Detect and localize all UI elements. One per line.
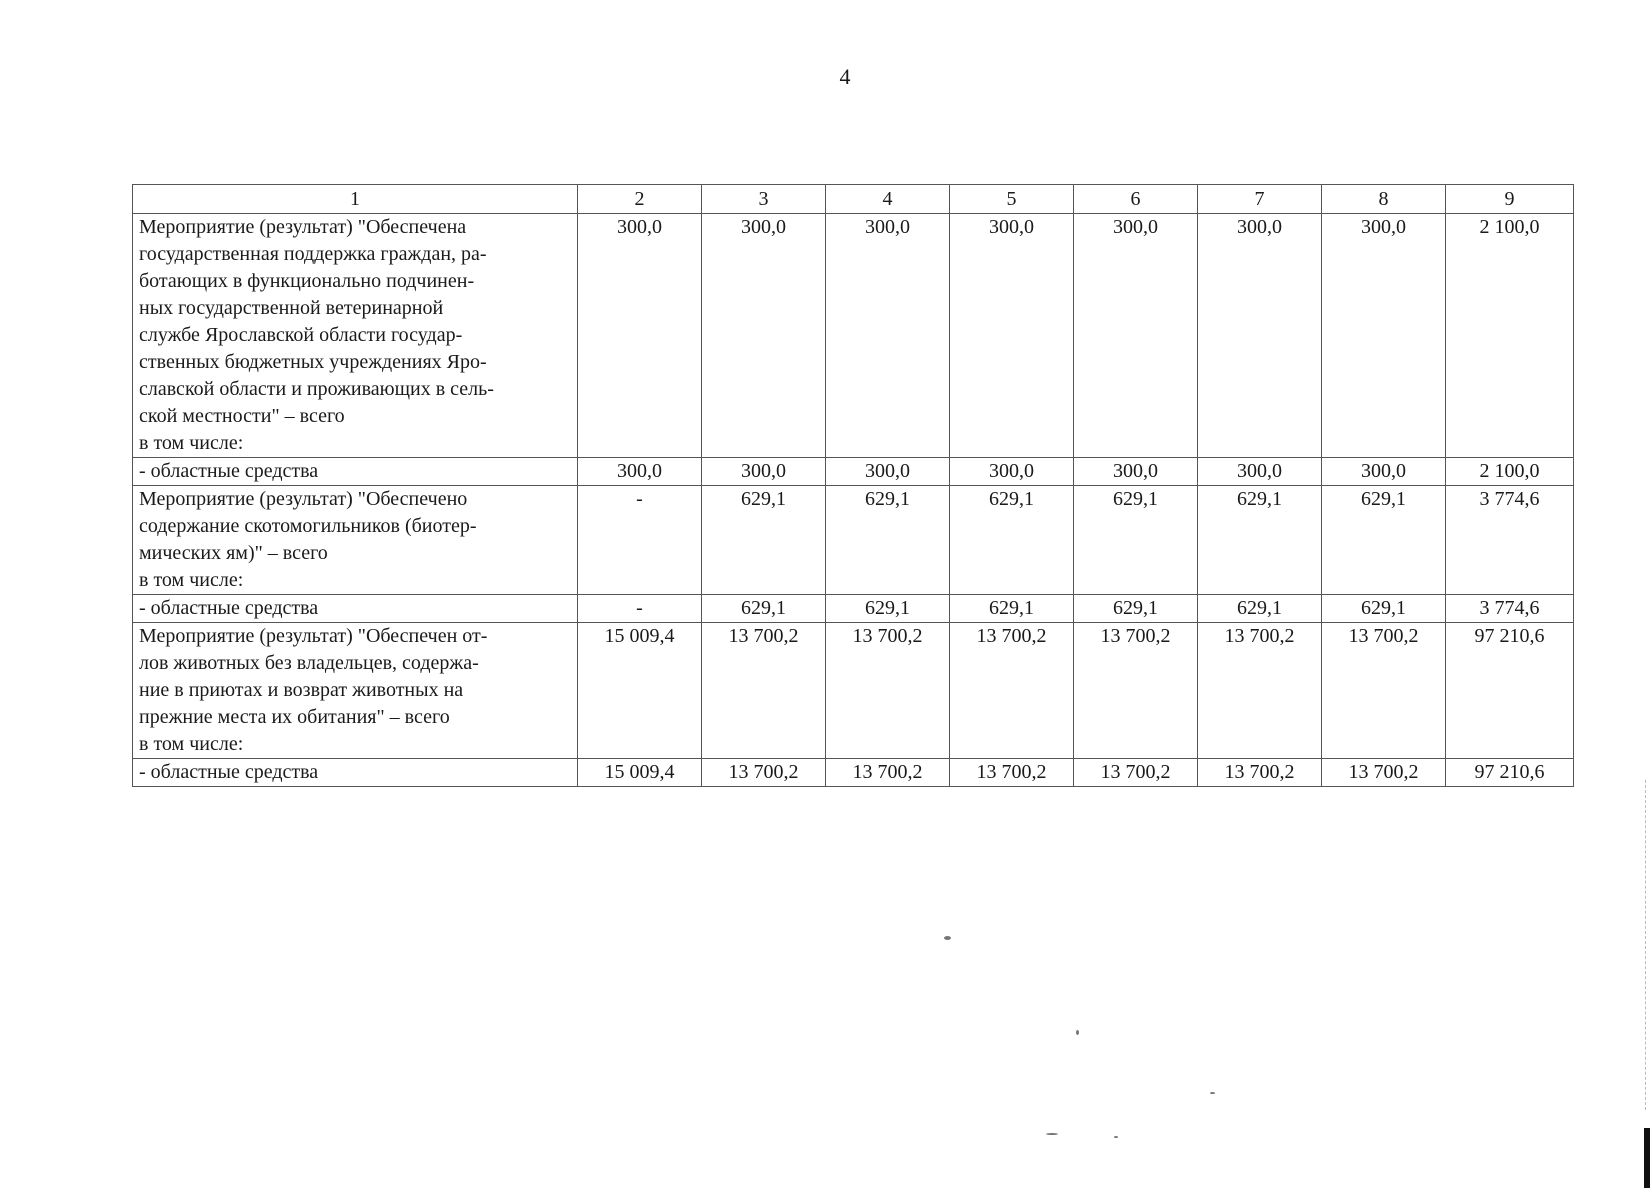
value-cell: 300,0 bbox=[950, 214, 1074, 458]
column-header: 8 bbox=[1322, 185, 1446, 214]
column-header: 4 bbox=[826, 185, 950, 214]
value-cell: 13 700,2 bbox=[1074, 759, 1198, 787]
value-cell: 300,0 bbox=[702, 458, 826, 486]
value-cell: 300,0 bbox=[1074, 458, 1198, 486]
value-cell: 629,1 bbox=[1322, 486, 1446, 595]
description-line: в том числе: bbox=[139, 733, 244, 755]
table-row bbox=[133, 458, 1574, 486]
column-header: 5 bbox=[950, 185, 1074, 214]
column-header: 2 bbox=[578, 185, 702, 214]
total-cell: 3 774,6 bbox=[1446, 595, 1574, 623]
value-cell: 629,1 bbox=[950, 486, 1074, 595]
value-cell: 629,1 bbox=[1074, 595, 1198, 623]
value-cell: 13 700,2 bbox=[702, 759, 826, 787]
table-row bbox=[133, 486, 1574, 595]
column-header: 9 bbox=[1446, 185, 1574, 214]
description-line: ных государственной ветеринарной bbox=[139, 297, 444, 319]
table-header-row bbox=[133, 185, 1574, 214]
column-header: 7 bbox=[1198, 185, 1322, 214]
value-cell: 300,0 bbox=[1322, 214, 1446, 458]
value-cell: 13 700,2 bbox=[1074, 623, 1198, 759]
value-cell: 629,1 bbox=[950, 595, 1074, 623]
description-line: в том числе: bbox=[139, 432, 244, 454]
value-cell: 13 700,2 bbox=[950, 623, 1074, 759]
description-line: Мероприятие (результат) "Обеспечена bbox=[139, 216, 467, 238]
value-cell: 13 700,2 bbox=[826, 759, 950, 787]
table-row bbox=[133, 595, 1574, 623]
description-line: Мероприятие (результат) "Обеспечен от- bbox=[139, 625, 488, 647]
row-description bbox=[133, 214, 578, 458]
row-description bbox=[133, 458, 578, 486]
page-number: 4 bbox=[839, 64, 851, 89]
description-line: - областные средства bbox=[139, 761, 319, 783]
value-cell: 13 700,2 bbox=[1198, 759, 1322, 787]
description-line: ственных бюджетных учреждениях Яро- bbox=[139, 351, 487, 373]
value-cell: 13 700,2 bbox=[950, 759, 1074, 787]
scan-speck bbox=[1210, 1092, 1215, 1094]
value-cell: 629,1 bbox=[1198, 486, 1322, 595]
description-line: государственная поддержка граждан, ра- bbox=[139, 243, 487, 265]
value-cell: 629,1 bbox=[1074, 486, 1198, 595]
total-cell: 97 210,6 bbox=[1446, 759, 1574, 787]
description-line: в том числе: bbox=[139, 569, 244, 591]
value-cell: - bbox=[578, 486, 702, 595]
description-line: ние в приютах и возврат животных на bbox=[139, 679, 464, 701]
value-cell: - bbox=[578, 595, 702, 623]
scan-speck bbox=[1046, 1133, 1058, 1135]
description-line: - областные средства bbox=[139, 597, 319, 619]
value-cell: 629,1 bbox=[1322, 595, 1446, 623]
row-description bbox=[133, 759, 578, 787]
description-line: - областные средства bbox=[139, 460, 319, 482]
scan-speck bbox=[1076, 1030, 1079, 1035]
description-line: лов животных без владельцев, содержа- bbox=[139, 652, 479, 674]
table-row bbox=[133, 623, 1574, 759]
scan-speck bbox=[944, 936, 951, 940]
value-cell: 300,0 bbox=[950, 458, 1074, 486]
value-cell: 300,0 bbox=[826, 214, 950, 458]
description-line: мических ям)" – всего bbox=[139, 542, 328, 564]
value-cell: 629,1 bbox=[702, 595, 826, 623]
value-cell: 300,0 bbox=[1322, 458, 1446, 486]
total-cell: 3 774,6 bbox=[1446, 486, 1574, 595]
description-line: содержание скотомогильников (биотер- bbox=[139, 515, 477, 537]
description-line: службе Ярославской области государ- bbox=[139, 324, 463, 346]
value-cell: 13 700,2 bbox=[1322, 623, 1446, 759]
total-cell: 2 100,0 bbox=[1446, 458, 1574, 486]
value-cell: 13 700,2 bbox=[1198, 623, 1322, 759]
value-cell: 13 700,2 bbox=[702, 623, 826, 759]
scan-speck bbox=[1114, 1136, 1118, 1138]
row-description bbox=[133, 486, 578, 595]
description-line: славской области и проживающих в сель- bbox=[139, 378, 494, 400]
value-cell: 300,0 bbox=[1074, 214, 1198, 458]
description-line: ботающих в функционально подчинен- bbox=[139, 270, 475, 292]
value-cell: 300,0 bbox=[702, 214, 826, 458]
value-cell: 300,0 bbox=[826, 458, 950, 486]
value-cell: 629,1 bbox=[702, 486, 826, 595]
table-row bbox=[133, 759, 1574, 787]
row-description bbox=[133, 595, 578, 623]
value-cell: 300,0 bbox=[1198, 458, 1322, 486]
value-cell: 629,1 bbox=[1198, 595, 1322, 623]
column-header: 3 bbox=[702, 185, 826, 214]
row-description bbox=[133, 623, 578, 759]
value-cell: 15 009,4 bbox=[578, 759, 702, 787]
table-row bbox=[133, 214, 1574, 458]
value-cell: 13 700,2 bbox=[826, 623, 950, 759]
value-cell: 13 700,2 bbox=[1322, 759, 1446, 787]
total-cell: 97 210,6 bbox=[1446, 623, 1574, 759]
table-body bbox=[133, 214, 1574, 787]
column-header: 1 bbox=[133, 185, 578, 214]
budget-table bbox=[132, 184, 1574, 787]
scan-edge-noise bbox=[1643, 780, 1646, 1110]
value-cell: 15 009,4 bbox=[578, 623, 702, 759]
total-cell: 2 100,0 bbox=[1446, 214, 1574, 458]
value-cell: 629,1 bbox=[826, 595, 950, 623]
value-cell: 629,1 bbox=[826, 486, 950, 595]
description-line: Мероприятие (результат) "Обеспечено bbox=[139, 488, 468, 510]
column-header: 6 bbox=[1074, 185, 1198, 214]
value-cell: 300,0 bbox=[1198, 214, 1322, 458]
description-line: прежние места их обитания" – всего bbox=[139, 706, 450, 728]
value-cell: 300,0 bbox=[578, 214, 702, 458]
value-cell: 300,0 bbox=[578, 458, 702, 486]
scan-edge-mark bbox=[1644, 1128, 1650, 1188]
description-line: ской местности" – всего bbox=[139, 405, 345, 427]
